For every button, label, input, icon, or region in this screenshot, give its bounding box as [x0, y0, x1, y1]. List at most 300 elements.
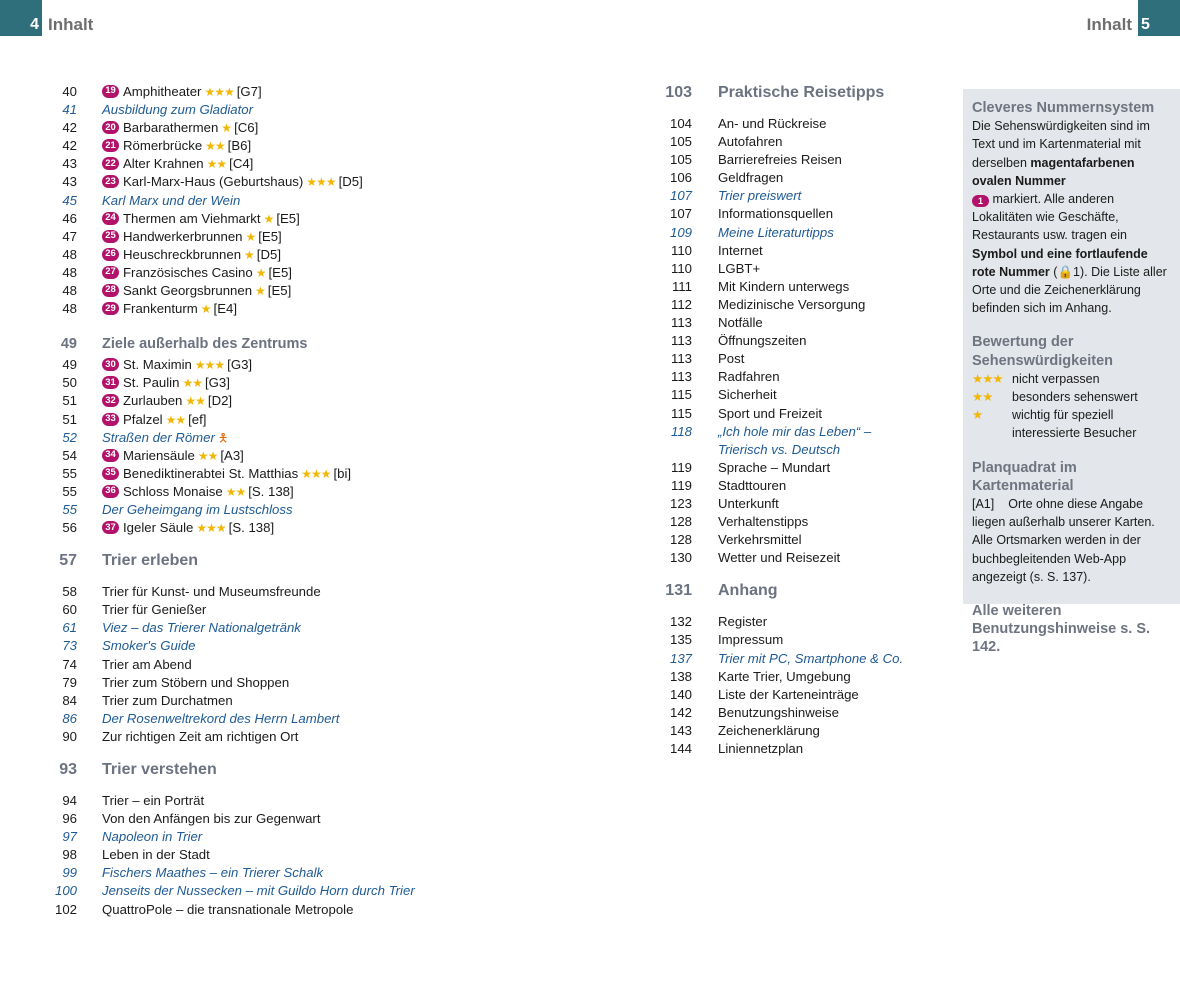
- toc-entry-title: Viez – das Trierer Nationalgetränk: [102, 620, 301, 636]
- legend-row: ★ wichtig für speziell interessierte Besucher: [972, 406, 1170, 442]
- sight-number-badge: 32: [102, 394, 119, 407]
- sight-number-badge: 37: [102, 521, 119, 534]
- toc-entry-title: Trier zum Durchatmen: [102, 692, 233, 708]
- toc-page-number: 142: [669, 704, 692, 720]
- toc-left-column: [55, 83, 615, 919]
- toc-entry[interactable]: [665, 686, 955, 704]
- sight-number-badge: 30: [102, 358, 119, 371]
- toc-entry-title: St. Maximin: [123, 357, 192, 373]
- toc-page-number: 132: [669, 614, 692, 630]
- toc-page-number: 73: [62, 638, 77, 654]
- toc-entry-title: Zeichenerklärung: [718, 722, 820, 738]
- toc-entry-title: Pfalzel: [123, 411, 163, 427]
- star-rating-icon: ★: [200, 302, 211, 317]
- map-grid-reference: [C4]: [229, 156, 254, 172]
- sidebar-heading: Bewertung der Sehenswürdigkeiten: [972, 334, 1114, 369]
- toc-entry[interactable]: [55, 411, 615, 429]
- toc-entry-title: Französisches Casino: [123, 264, 253, 280]
- star-rating-icon: ★★★: [196, 521, 226, 536]
- toc-entry[interactable]: [665, 260, 955, 278]
- star-rating-icon: ★★: [185, 394, 205, 409]
- toc-page-number: 140: [669, 686, 692, 702]
- toc-entry-title: Geldfragen: [718, 170, 784, 186]
- toc-entry[interactable]: [665, 115, 955, 133]
- toc-page-number: 61: [62, 620, 77, 636]
- toc-entry[interactable]: [665, 405, 955, 423]
- toc-entry-title: QuattroPole – die transnationale Metropole: [102, 901, 354, 917]
- toc-entry[interactable]: [55, 501, 615, 519]
- toc-entry-title: Von den Anfängen bis zur Gegenwart: [102, 811, 321, 827]
- star-rating-icon: ★★★: [306, 175, 336, 190]
- toc-entry-title: Straßen der Römer: [102, 429, 215, 445]
- toc-entry[interactable]: [55, 792, 615, 810]
- map-grid-reference: [A3]: [220, 447, 244, 463]
- toc-page-number: 113: [670, 351, 692, 367]
- sidebar-paragraph: [A1] Orte ohne diese Angabe liegen außerhalb unserer Karten. Alle Ortsmarken werden in der buchbegleitenden Web-App angezeigt (s. S. 137).: [972, 497, 1155, 584]
- toc-entry[interactable]: [55, 728, 615, 746]
- toc-entry-title: Karl Marx und der Wein: [102, 192, 241, 208]
- toc-entry[interactable]: [665, 386, 955, 404]
- map-grid-reference: [bi]: [333, 465, 352, 481]
- toc-page-number: [665, 441, 692, 459]
- toc-page-number: 55: [62, 465, 77, 481]
- toc-page-number: 123: [669, 495, 692, 511]
- toc-entry[interactable]: [665, 368, 955, 386]
- toc-entry[interactable]: [665, 704, 955, 722]
- toc-entry[interactable]: [55, 619, 615, 637]
- page-header-left: [0, 0, 99, 36]
- toc-section-heading[interactable]: 93 Trier verstehen: [59, 761, 217, 778]
- toc-entry[interactable]: [55, 429, 615, 447]
- map-grid-reference: [D5]: [256, 246, 281, 262]
- toc-entry[interactable]: [665, 133, 955, 151]
- toc-entry-title: LGBT+: [718, 260, 761, 276]
- toc-entry[interactable]: [665, 722, 955, 740]
- toc-entry-title: Zur richtigen Zeit am richtigen Ort: [102, 728, 299, 744]
- map-grid-reference: [C6]: [234, 120, 259, 136]
- sight-number-badge: 25: [102, 230, 119, 243]
- toc-entry-title: Stadttouren: [718, 477, 787, 493]
- toc-entry-title: Sprache – Mundart: [718, 459, 831, 475]
- toc-group: [55, 83, 615, 318]
- map-grid-reference: [E5]: [258, 228, 282, 244]
- toc-entry[interactable]: [55, 583, 615, 601]
- toc-entry[interactable]: [55, 483, 615, 501]
- toc-entry[interactable]: [55, 810, 615, 828]
- toc-entry[interactable]: [665, 631, 955, 649]
- toc-entry[interactable]: [55, 601, 615, 619]
- toc-page-number: 55: [62, 501, 77, 517]
- toc-entry-title: St. Paulin: [123, 375, 180, 391]
- toc-entry[interactable]: [665, 151, 955, 169]
- toc-entry-title: Fischers Maathes – ein Trierer Schalk: [102, 865, 324, 881]
- toc-entry[interactable]: [665, 187, 955, 205]
- star-rating-icon: ★: [255, 265, 266, 280]
- sight-number-badge: 31: [102, 376, 119, 389]
- map-grid-reference: [B6]: [227, 138, 252, 154]
- toc-entry[interactable]: [55, 846, 615, 864]
- toc-entry-title: Römerbrücke: [123, 138, 203, 154]
- toc-page-number: 97: [62, 829, 77, 845]
- toc-page-number: 42: [62, 120, 77, 136]
- page-header-right: [1081, 0, 1180, 36]
- toc-page-number: 104: [669, 116, 692, 131]
- star-icon: ★: [972, 408, 983, 423]
- star-rating-icon: ★: [263, 211, 274, 226]
- toc-entry[interactable]: [665, 549, 955, 567]
- toc-entry[interactable]: [55, 882, 615, 900]
- toc-entry[interactable]: [665, 513, 955, 531]
- toc-group: [55, 792, 615, 919]
- toc-entry[interactable]: [665, 650, 955, 668]
- toc-entry-title: Handwerkerbrunnen: [123, 228, 243, 244]
- legend-row: ★★★ nicht verpassen: [972, 370, 1170, 388]
- toc-page-number: 58: [62, 584, 77, 600]
- toc-page-number: 79: [62, 674, 77, 690]
- toc-entry[interactable]: [55, 356, 615, 374]
- toc-entry-title: Barrierefreies Reisen: [718, 152, 842, 168]
- toc-page-number: 54: [62, 447, 77, 463]
- toc-section-heading[interactable]: 131 Anhang: [665, 582, 778, 600]
- toc-page-number: 130: [669, 550, 692, 566]
- toc-page-number: 48: [62, 264, 77, 280]
- toc-page-number: 51: [62, 393, 77, 409]
- toc-page-number: 119: [670, 477, 692, 493]
- toc-page-number: 112: [670, 296, 692, 312]
- toc-entry[interactable]: [55, 155, 615, 173]
- toc-entry-title: Internet: [718, 242, 763, 258]
- toc-page-number: 113: [670, 369, 692, 385]
- map-grid-reference: [E4]: [213, 301, 237, 317]
- person-walk-icon: 🯅: [217, 430, 229, 445]
- sight-number-badge: 28: [102, 284, 119, 297]
- map-grid-reference: [G3]: [204, 375, 230, 391]
- star-rating-icon: ★: [221, 121, 232, 136]
- toc-entry[interactable]: [55, 137, 615, 155]
- toc-entry-title: Benutzungshinweise: [718, 704, 839, 720]
- info-sidebar: [963, 89, 1180, 656]
- toc-entry-title: Liste der Karteneinträge: [718, 686, 859, 702]
- sight-number-badge: 22: [102, 157, 119, 170]
- toc-entry[interactable]: [55, 246, 615, 264]
- toc-entry-title: Jenseits der Nussecken – mit Guildo Horn durch Trier: [102, 883, 415, 899]
- toc-page-number: 110: [670, 242, 692, 258]
- toc-page-number: 48: [62, 283, 77, 299]
- star-rating-icon: ★★: [206, 157, 227, 172]
- toc-entry-title: Thermen am Viehmarkt: [123, 210, 261, 226]
- sight-number-badge: 29: [102, 302, 119, 315]
- toc-entry[interactable]: [55, 519, 615, 537]
- toc-entry-title: Karte Trier, Umgebung: [718, 668, 851, 684]
- toc-entry[interactable]: [665, 423, 955, 441]
- toc-entry[interactable]: [665, 350, 955, 368]
- toc-page-number: 107: [669, 188, 692, 204]
- toc-page-number: 46: [62, 210, 77, 226]
- sight-number-badge: 21: [102, 139, 119, 152]
- toc-entry[interactable]: [665, 205, 955, 223]
- lock-icon: 🔒: [1057, 264, 1074, 279]
- toc-entry[interactable]: [55, 101, 615, 119]
- toc-page-number: 86: [62, 710, 77, 726]
- toc-group: [55, 583, 615, 746]
- toc-page-number: 84: [62, 692, 77, 708]
- map-grid-reference: [G3]: [227, 357, 253, 373]
- toc-page-number: 50: [62, 375, 77, 391]
- toc-page-number: 94: [62, 793, 77, 808]
- star-rating-icon: ★★: [182, 376, 202, 391]
- toc-page-number: 51: [62, 411, 77, 427]
- toc-entry[interactable]: [55, 674, 615, 692]
- toc-section-heading[interactable]: 49 Ziele außerhalb des Zentrums: [60, 336, 308, 353]
- star-rating-icon: ★★: [165, 412, 186, 427]
- toc-page-number: 55: [62, 483, 77, 499]
- toc-entry-title: Ausbildung zum Gladiator: [102, 102, 254, 118]
- map-grid-reference: [E5]: [267, 283, 292, 299]
- sight-number-badge: 19: [102, 85, 119, 98]
- sidebar-heading: Planquadrat im Kartenmaterial: [972, 459, 1077, 494]
- toc-entry[interactable]: [665, 332, 955, 350]
- toc-page-number: 113: [670, 333, 692, 349]
- sight-number-badge: 33: [102, 413, 119, 426]
- toc-entry-title: Impressum: [718, 632, 784, 648]
- toc-entry-title: Trier für Kunst- und Museumsfreunde: [102, 584, 321, 600]
- toc-entry-title: Sankt Georgsbrunnen: [123, 283, 253, 299]
- toc-entry[interactable]: [665, 224, 955, 242]
- toc-entry-title: Zurlauben: [123, 393, 183, 409]
- toc-entry-title: Trier – ein Porträt: [102, 793, 205, 808]
- toc-page-number: 107: [669, 206, 692, 222]
- toc-entry[interactable]: [55, 465, 615, 483]
- star-rating-icon: ★: [255, 284, 265, 299]
- toc-entry[interactable]: [665, 495, 955, 513]
- toc-page-number: 74: [62, 656, 77, 672]
- toc-entry[interactable]: [665, 242, 955, 260]
- toc-page-number: 102: [55, 901, 78, 917]
- toc-page-number: 115: [670, 405, 692, 421]
- toc-entry-title: Trier am Abend: [102, 656, 192, 672]
- toc-entry[interactable]: [55, 901, 615, 919]
- toc-entry-title: Benediktinerabtei St. Matthias: [123, 465, 299, 481]
- toc-entry-title: Öffnungszeiten: [718, 333, 807, 349]
- sidebar-paragraph: Die Sehenswürdigkeiten sind im Text und im Kartenmaterial mit derselben magentafarbenen ovalen Nummer 1 markiert. Alle anderen Lokalitäten wie Geschäfte, Restaurants usw. tragen ein Symbol und eine fortlaufende rote Nummer (🔒1). Die Liste aller Orte und die Zeichenerklärung befinden sich im Anhang.: [972, 119, 1167, 316]
- toc-page-number: 43: [62, 156, 77, 172]
- toc-entry[interactable]: [55, 828, 615, 846]
- toc-page-number: 45: [62, 192, 77, 208]
- toc-entry-title: Radfahren: [718, 369, 780, 385]
- header-title-right: Inhalt: [1086, 15, 1132, 34]
- toc-entry-title: Unterkunft: [718, 495, 779, 511]
- toc-entry-title: Notfälle: [718, 315, 763, 331]
- toc-entry-title: Schloss Monaise: [123, 483, 223, 499]
- map-grid-reference: [ef]: [188, 411, 207, 427]
- toc-entry-title: Trier zum Stöbern und Shoppen: [102, 674, 290, 690]
- toc-page-number: 110: [670, 260, 692, 276]
- toc-page-number: 96: [62, 811, 77, 827]
- toc-group: [665, 613, 955, 758]
- toc-entry-title: Heuschreckbrunnen: [123, 246, 242, 262]
- toc-entry[interactable]: [55, 300, 615, 318]
- toc-entry[interactable]: [665, 668, 955, 686]
- toc-entry-title: Post: [718, 351, 745, 367]
- toc-page-number: 135: [669, 632, 692, 648]
- toc-entry-title: Frankenturm: [123, 301, 198, 317]
- toc-entry[interactable]: [55, 374, 615, 392]
- toc-entry-title: Barbarathermen: [123, 120, 219, 136]
- toc-page-number: 40: [62, 84, 77, 99]
- toc-page-number: 43: [62, 174, 77, 190]
- map-grid-reference: [S. 138]: [248, 483, 294, 499]
- star-rating-icon: ★: [245, 229, 256, 244]
- toc-page-number: 90: [62, 728, 77, 744]
- toc-entry-title: Meine Literaturtipps: [718, 224, 834, 240]
- toc-page-number: 128: [669, 514, 692, 530]
- toc-entry[interactable]: [55, 447, 615, 465]
- sight-number-badge: 1: [972, 195, 989, 207]
- toc-page-number: 115: [670, 387, 692, 403]
- toc-entry[interactable]: [665, 740, 955, 758]
- toc-entry-title: Sport und Freizeit: [718, 405, 823, 421]
- toc-entry[interactable]: [665, 296, 955, 314]
- toc-page-number: 138: [669, 668, 692, 684]
- toc-section-heading[interactable]: 103 Praktische Reisetipps: [665, 84, 885, 101]
- toc-entry[interactable]: [55, 210, 615, 228]
- toc-entry-title: Trier preiswert: [718, 188, 802, 204]
- toc-entry[interactable]: [665, 169, 955, 187]
- sight-number-badge: 26: [102, 248, 119, 261]
- toc-page-number: 41: [62, 102, 77, 118]
- star-rating-icon: ★★★: [301, 466, 331, 481]
- star-rating-icon: ★★: [225, 484, 246, 499]
- map-grid-reference: [D2]: [207, 393, 233, 409]
- toc-entry-title: Verhaltenstipps: [718, 514, 809, 530]
- toc-entry[interactable]: [55, 173, 615, 191]
- toc-page-number: 119: [670, 459, 692, 475]
- toc-entry-title: Smoker's Guide: [102, 638, 196, 654]
- sidebar-heading: Alle weiteren Benutzungshinweise s. S. 142.: [972, 603, 1151, 656]
- toc-entry-title: Igeler Säule: [123, 520, 194, 536]
- toc-page-number: 100: [55, 883, 78, 899]
- star-icon: ★★★: [972, 371, 1003, 386]
- sight-number-badge: 24: [102, 212, 119, 225]
- map-grid-reference: [D5]: [338, 174, 363, 190]
- toc-page-number: 105: [669, 134, 692, 150]
- map-grid-reference: [S. 138]: [228, 520, 275, 536]
- toc-entry-title: Register: [718, 614, 768, 630]
- map-grid-reference: [G7]: [236, 84, 262, 99]
- toc-page-number: 118: [670, 423, 692, 439]
- legend-row: ★★ besonders sehenswert: [972, 388, 1170, 406]
- sight-number-badge: 36: [102, 485, 119, 498]
- sight-number-badge: 27: [102, 266, 119, 279]
- sidebar-heading: Cleveres Nummernsystem: [972, 100, 1155, 116]
- page-number-right: 5: [1138, 0, 1180, 36]
- toc-entry-title: Trier mit PC, Smartphone & Co.: [718, 650, 904, 666]
- toc-entry[interactable]: [55, 392, 615, 410]
- toc-entry-title: Alter Krahnen: [123, 156, 204, 172]
- sight-number-badge: 34: [102, 449, 119, 462]
- toc-page-number: 42: [62, 138, 77, 154]
- toc-entry[interactable]: [665, 314, 955, 332]
- toc-entry[interactable]: [55, 119, 615, 137]
- star-icon: ★★: [972, 390, 993, 405]
- toc-page-number: 99: [62, 865, 77, 881]
- sight-number-badge: 35: [102, 467, 119, 480]
- toc-entry[interactable]: [55, 656, 615, 674]
- toc-entry[interactable]: [55, 692, 615, 710]
- toc-entry-title: An- und Rückreise: [718, 116, 827, 131]
- toc-section-heading[interactable]: 57 Trier erleben: [59, 552, 199, 570]
- toc-page-number: 98: [62, 847, 77, 863]
- rating-legend: [972, 370, 1170, 443]
- toc-page-number: 144: [669, 741, 692, 756]
- toc-entry[interactable]: [665, 531, 955, 549]
- toc-entry-title: Mit Kindern unterwegs: [718, 278, 850, 294]
- star-rating-icon: ★★: [197, 448, 218, 463]
- page-number-left: 4: [0, 0, 42, 36]
- toc-page-number: 128: [669, 532, 692, 548]
- toc-entry-title: Der Geheimgang im Lustschloss: [102, 501, 293, 517]
- toc-page-number: 113: [670, 315, 692, 331]
- toc-page-number: 47: [62, 228, 77, 244]
- toc-page-number: 111: [671, 278, 692, 294]
- toc-group: [665, 115, 955, 567]
- star-rating-icon: ★: [244, 247, 254, 262]
- toc-entry[interactable]: [55, 710, 615, 728]
- toc-entry[interactable]: [55, 264, 615, 282]
- toc-entry[interactable]: [665, 278, 955, 296]
- toc-entry-title: Karl-Marx-Haus (Geburtshaus): [123, 174, 304, 190]
- toc-page-number: 143: [669, 722, 692, 738]
- toc-entry[interactable]: [55, 83, 615, 101]
- toc-entry-title: Liniennetzplan: [718, 741, 804, 756]
- toc-page-number: 52: [62, 429, 77, 445]
- toc-entry-title: Informationsquellen: [718, 206, 834, 222]
- toc-page-number: 49: [62, 357, 77, 373]
- toc-page-number: 109: [669, 224, 692, 240]
- toc-entry[interactable]: [55, 637, 615, 655]
- toc-entry[interactable]: [55, 228, 615, 246]
- toc-entry-title: Napoleon in Trier: [102, 829, 203, 845]
- star-rating-icon: ★★★: [194, 358, 225, 373]
- toc-entry-title: Sicherheit: [718, 387, 777, 403]
- toc-page-number: 48: [62, 301, 77, 317]
- toc-entry[interactable]: [665, 459, 955, 477]
- toc-page-number: 105: [669, 152, 692, 168]
- toc-entry[interactable]: [665, 477, 955, 495]
- toc-entry-title: Autofahren: [718, 134, 783, 150]
- toc-entry[interactable]: [55, 864, 615, 882]
- toc-entry[interactable]: [55, 282, 615, 300]
- toc-entry-title: Mariensäule: [123, 447, 195, 463]
- toc-group: [55, 356, 615, 537]
- toc-right-column: [665, 83, 955, 758]
- sight-number-badge: 23: [102, 175, 119, 188]
- toc-entry-title: Medizinische Versorgung: [718, 296, 866, 312]
- star-rating-icon: ★★★: [204, 85, 234, 99]
- header-title-left: Inhalt: [48, 15, 94, 34]
- toc-page-number: 106: [669, 170, 692, 186]
- star-rating-icon: ★★: [205, 139, 225, 154]
- toc-entry[interactable]: [665, 613, 955, 631]
- toc-page-number: 56: [62, 520, 77, 536]
- toc-entry-title: Der Rosenweltrekord des Herrn Lambert: [102, 710, 340, 726]
- toc-page-number: 137: [669, 650, 692, 666]
- map-grid-reference: [E5]: [268, 264, 292, 280]
- toc-entry[interactable]: [55, 192, 615, 210]
- toc-entry-title: Verkehrsmittel: [718, 532, 802, 548]
- toc-entry[interactable]: [665, 441, 955, 459]
- toc-entry-title: Leben in der Stadt: [102, 847, 210, 863]
